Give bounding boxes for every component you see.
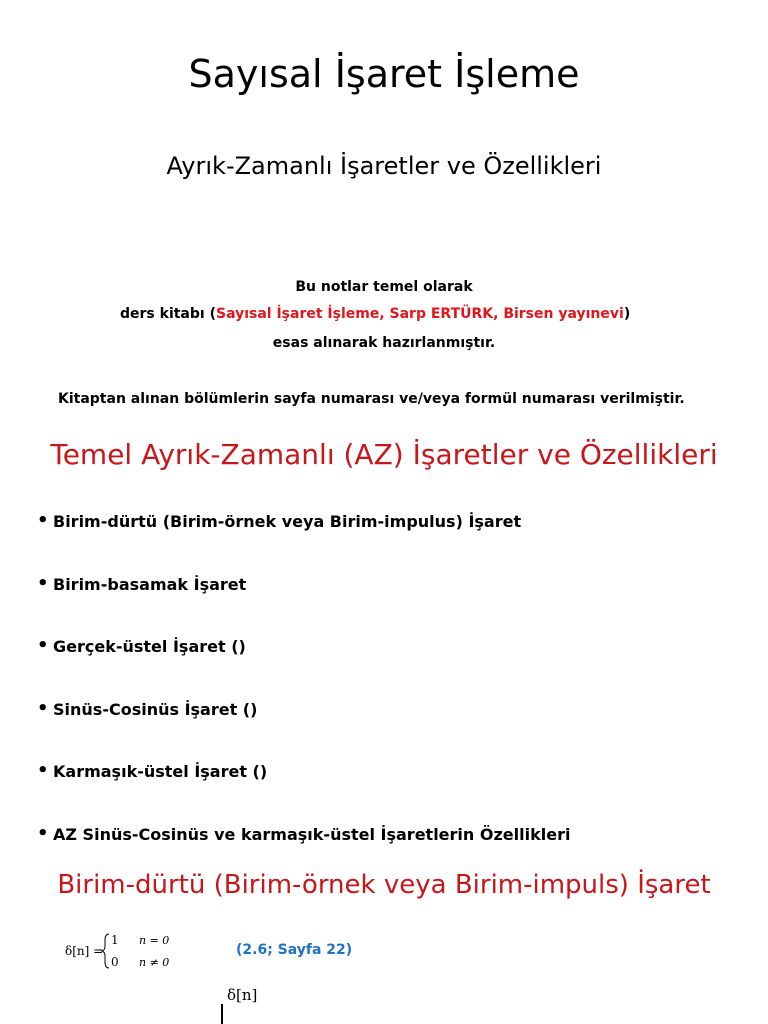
unit-impulse-formula (65, 928, 185, 974)
formula-case1-value: 1 (111, 933, 119, 947)
list-item (37, 508, 570, 571)
plot-axis-line (221, 1004, 223, 1024)
note-line-4: Kitaptan alınan bölümlerin sayfa numarası ve/veya formül numarası verilmiştir. (58, 391, 685, 407)
list-item-label: Karmaşık-üstel İşaret () (53, 762, 268, 781)
note-line-2-suffix: ) (623, 306, 631, 322)
bullet-icon: • (37, 635, 49, 656)
formula-case2-condition: n ≠ 0 (139, 956, 170, 969)
bullet-icon: • (37, 760, 49, 781)
bullet-icon: • (37, 697, 49, 719)
brace-icon (102, 934, 109, 968)
formula-reference: (2.6; Sayfa 22) (236, 942, 353, 958)
list-item-label: Gerçek-üstel İşaret () (53, 637, 246, 656)
bullet-icon: • (37, 510, 49, 531)
plot-label: δ[n] (227, 986, 258, 1004)
note-line-1: Bu notlar temel olarak (295, 279, 473, 295)
list-item (37, 696, 570, 759)
bullet-icon: • (37, 822, 49, 844)
formula-lhs: δ[n] = (65, 944, 104, 958)
list-item (37, 633, 570, 696)
list-item-label: AZ Sinüs-Cosinüs ve karmaşık-üstel İşaretlerin Özellikleri (53, 824, 571, 844)
section-heading-2: Birim-dürtü (Birim-örnek veya Birim-impuls) İşaret (57, 870, 711, 900)
note-line-2 (120, 306, 630, 322)
note-line-3: esas alınarak hazırlanmıştır. (272, 335, 496, 351)
list-item (37, 571, 570, 634)
topic-list (37, 508, 570, 883)
list-item (37, 758, 570, 821)
list-item-label: Birim-dürtü (Birim-örnek veya Birim-impulus) İşaret (53, 512, 522, 531)
list-item-label: Birim-basamak İşaret (53, 574, 247, 594)
book-reference: Sayısal İşaret İşleme, Sarp ERTÜRK, Birsen yayınevi (215, 306, 624, 322)
page-subtitle: Ayrık-Zamanlı İşaretler ve Özellikleri (166, 152, 602, 180)
formula-case1-condition: n = 0 (139, 934, 170, 947)
bullet-icon: • (37, 572, 49, 594)
note-line-2-prefix: ders kitabı ( (120, 306, 216, 322)
page-title: Sayısal İşaret İşleme (188, 52, 580, 96)
list-item-label: Sinüs-Cosinüs İşaret () (53, 699, 258, 719)
formula-case2-value: 0 (111, 955, 119, 969)
section-heading-1: Temel Ayrık-Zamanlı (AZ) İşaretler ve Özellikleri (50, 438, 718, 471)
